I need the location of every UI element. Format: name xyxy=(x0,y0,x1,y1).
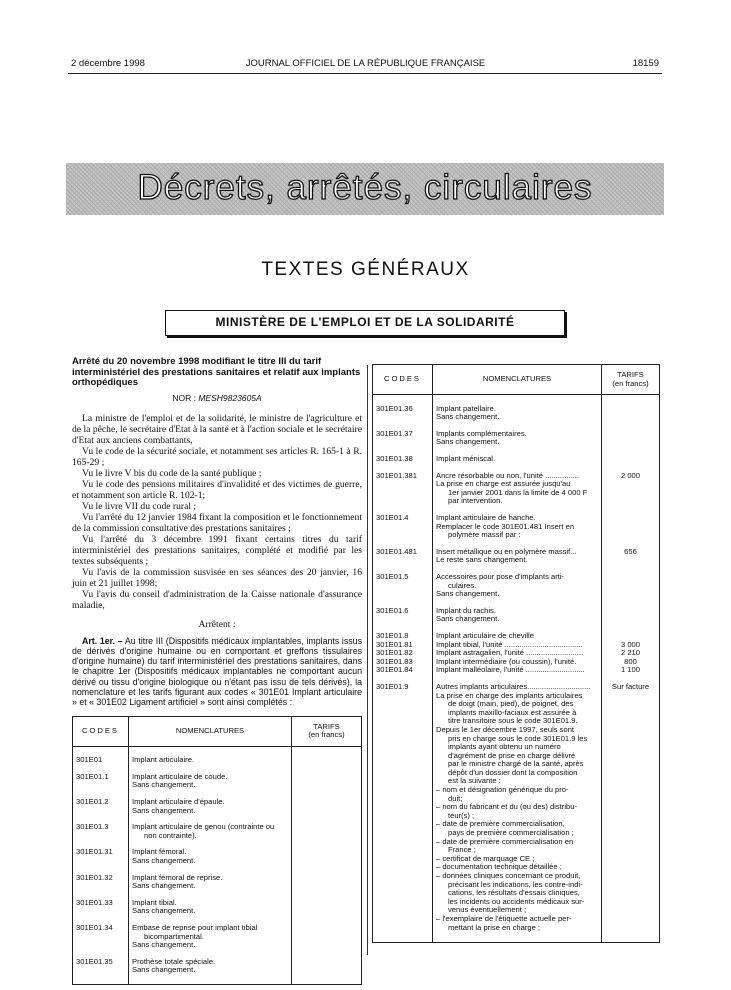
table-row xyxy=(73,798,362,815)
row-nomenclature xyxy=(129,756,292,765)
nor-label: NOR : xyxy=(172,392,196,403)
row-nomenclature xyxy=(129,773,292,790)
row-code: 301E01.4 xyxy=(373,514,433,540)
table-row xyxy=(73,924,362,950)
row-code: 301E01 xyxy=(73,756,129,765)
nomenclature-line: – l'exemplaire de l'étiquette actuelle per- xyxy=(436,913,572,923)
ministry-box: MINISTÈRE DE L'EMPLOI ET DE LA SOLIDARITÉ xyxy=(165,310,565,336)
row-tarif xyxy=(602,405,660,422)
nomenclature-line: teur(s) ; xyxy=(448,810,475,820)
nomenclature-line: La prise en charge est assurée jusqu'au xyxy=(436,479,571,489)
row-tarif xyxy=(292,798,362,815)
row-code: 301E01.32 xyxy=(73,874,129,891)
row-tarif xyxy=(292,899,362,916)
row-tarif xyxy=(292,874,362,891)
article-text: Au titre III (Dispositifs médicaux implantables, implants issus de dérivés d'origine humaine ou en comportant et greffons tissulaires d'origine humaine) du tarif interministériel des prestations sanitaires, dans le chapitre 1er (Dispositifs médicaux implantables ne comportant aucun dérivé ou tissu d'origine biologique ou n'étant pas issu de tels dérivés), la nomenclature et les tarifs figurant aux codes « 301E01 Implant articulaire » et « 301E02 Ligament artificiel » sont ainsi complétés : xyxy=(72,635,362,708)
nomenclature-line: implants ayant obtenu un numéro xyxy=(448,742,561,752)
nor-value: MESH9823605A xyxy=(198,392,262,403)
col-header-nomenclatures: NOMENCLATURES xyxy=(433,365,602,395)
nomenclature-line: France ; xyxy=(448,845,476,855)
nomenclature-line: – nom du fabricant et du (ou des) distribu- xyxy=(436,802,577,812)
decree-paragraph: Vu l'arrêté du 12 janvier 1984 fixant la composition et le fonctionnement de la commission consultative des prestations sanitaires ; xyxy=(72,511,362,534)
tariff-table-left xyxy=(72,716,362,986)
nomenclature-line: – données cliniques concernant ce produit, xyxy=(436,871,581,880)
row-nomenclature xyxy=(433,455,602,464)
row-code: 301E01.35 xyxy=(73,958,129,975)
row-code: 301E01.83 xyxy=(373,658,433,667)
row-nomenclature xyxy=(129,899,292,916)
table-row xyxy=(73,899,362,916)
col-header-codes: CODES xyxy=(373,365,433,395)
nomenclature-line: Sans changement. xyxy=(436,412,500,422)
nomenclature-line: Sans changement. xyxy=(132,805,196,815)
row-tarif xyxy=(602,573,660,599)
table-row xyxy=(73,958,362,975)
decree-paragraph: Vu l'avis du conseil d'administration de la Caisse nationale d'assurance maladie, xyxy=(72,588,362,611)
row-tarif xyxy=(292,823,362,840)
decree-paragraph: La ministre de l'emploi et de la solidarité, le ministre de l'agriculture et de la pêche, le secrétaire d'Etat à la santé et à l'action sociale et le secrétaire d'Etat aux anciens combattants, xyxy=(72,412,362,446)
table-row xyxy=(373,430,660,447)
col-header-nomenclatures: NOMENCLATURES xyxy=(129,716,292,746)
row-code: 301E01.381 xyxy=(373,472,433,506)
row-nomenclature xyxy=(129,798,292,815)
nomenclature-line: culaires. xyxy=(448,580,477,590)
table-row xyxy=(73,773,362,790)
row-nomenclature xyxy=(129,958,292,975)
table-row xyxy=(373,666,660,675)
nomenclature-line: Implant articulaire de coude. xyxy=(132,771,228,781)
nomenclature-line: dépôt d'un dossier dont la composition xyxy=(448,767,578,777)
nor-reference xyxy=(72,393,362,403)
nomenclature-line: Sans changement. xyxy=(132,906,196,916)
nomenclature-line: Implant du rachis. xyxy=(436,605,496,615)
row-code: 301E01.481 xyxy=(373,548,433,565)
header-journal-title: JOURNAL OFFICIEL DE LA RÉPUBLIQUE FRANÇAISE xyxy=(245,58,486,69)
row-code: 301E01.37 xyxy=(373,430,433,447)
nomenclature-line: Implant articulaire. xyxy=(132,755,195,765)
table-row xyxy=(373,472,660,506)
col-header-tarifs: TARIFS (en francs) xyxy=(292,716,362,746)
nomenclature-line: Implants complémentaires. xyxy=(436,428,527,438)
decree-title: Arrêté du 20 novembre 1998 modifiant le titre III du tarif interministériel des prestations sanitaires et relatif aux implants orthopédiques xyxy=(72,356,361,388)
row-nomenclature xyxy=(129,823,292,840)
nomenclature-line: venus éventuellement ; xyxy=(448,905,527,915)
nomenclature-line: Implant articulaire de genou (contrainte ou xyxy=(132,822,275,832)
nomenclature-line: – nom et désignation générique du pro- xyxy=(436,785,569,795)
nomenclature-line: Implant articulaire de cheville xyxy=(436,630,534,640)
section-banner xyxy=(66,163,664,215)
nomenclature-line: implants maxillo-faciaux est assurée à xyxy=(448,707,577,717)
nomenclature-line: Implant articulaire d'épaule. xyxy=(132,797,225,807)
row-code: 301E01.3 xyxy=(73,823,129,840)
row-tarif: 2 210 xyxy=(602,649,660,658)
nomenclature-line: – date de première commercialisation, xyxy=(436,819,565,829)
row-nomenclature xyxy=(433,430,602,447)
decree-paragraph: Vu le code de la sécurité sociale, et notamment ses articles R. 165-1 à R. 165-29 ; xyxy=(72,445,362,468)
row-nomenclature xyxy=(433,472,602,506)
nomenclature-line: mettant la prise en charge ; xyxy=(448,922,541,932)
decree-paragraph: Vu l'arrêté du 3 décembre 1991 fixant certains titres du tarif interministériel des prestations sanitaires, complété et modifié par les textes subséquents ; xyxy=(72,533,362,567)
arretent: Arrêtent : xyxy=(198,618,236,630)
row-code: 301E01.8 xyxy=(373,632,433,641)
nomenclature-line: Implant fémoral de reprise. xyxy=(132,872,223,882)
row-code: 301E01.81 xyxy=(373,641,433,650)
row-code: 301E01.5 xyxy=(373,573,433,599)
tariff-table-right xyxy=(372,364,660,943)
nomenclature-line: Sans changement. xyxy=(132,881,196,891)
decree-body xyxy=(72,413,362,611)
decree-paragraph: Vu le code des pensions militaires d'invalidité et des victimes de guerre, et notamment son article R. 102-1; xyxy=(72,478,362,501)
nomenclature-line: Implant patellaire. xyxy=(436,403,496,413)
nomenclature-line: Prothèse totale spéciale. xyxy=(132,956,216,966)
column-divider xyxy=(367,365,368,955)
nomenclature-line: Sans changement. xyxy=(132,780,196,790)
nomenclature-line: par intervention. xyxy=(448,496,503,506)
row-nomenclature xyxy=(433,405,602,422)
table-row xyxy=(373,683,660,932)
table-row xyxy=(373,548,660,565)
row-tarif xyxy=(292,958,362,975)
nomenclature-line: Implant malléolaire, l'unité ............................ xyxy=(436,665,585,675)
row-code: 301E01.82 xyxy=(373,649,433,658)
table-row xyxy=(73,756,362,765)
right-column xyxy=(372,364,660,943)
row-tarif: 656 xyxy=(602,548,660,565)
nomenclature-line: Sans changement. xyxy=(132,940,196,950)
nomenclature-line: Implant fémoral. xyxy=(132,847,187,857)
row-tarif xyxy=(292,924,362,950)
nomenclature-line: pays de première commercialisation ; xyxy=(448,828,574,838)
table-row xyxy=(373,455,660,464)
nomenclature-line: précisant les indications, les contre-indi- xyxy=(448,879,583,889)
row-tarif: 3 000 xyxy=(602,641,660,650)
row-code: 301E01.6 xyxy=(373,607,433,624)
row-tarif xyxy=(292,756,362,765)
nomenclature-line: cations, les résultats d'essais cliniques, xyxy=(448,888,580,898)
row-nomenclature xyxy=(129,848,292,865)
row-tarif xyxy=(292,773,362,790)
row-nomenclature xyxy=(433,573,602,599)
nomenclature-line: Remplacer le code 301E01.481 Insert en xyxy=(436,521,575,531)
nomenclature-line: – certificat de marquage CE ; xyxy=(436,853,535,863)
row-tarif xyxy=(602,607,660,624)
row-code: 301E01.1 xyxy=(73,773,129,790)
header-rule xyxy=(68,73,662,74)
nomenclature-line: Implant articulaire de hanche. xyxy=(436,513,536,523)
nomenclature-line: La prise en charge des implants articulaires xyxy=(436,690,583,700)
nomenclature-line: polymère massif par : xyxy=(448,530,521,540)
nomenclature-line: Implant astragalien, l'unité ........................... xyxy=(436,648,584,658)
table-row xyxy=(73,874,362,891)
left-column xyxy=(72,357,362,985)
row-tarif xyxy=(292,848,362,865)
nomenclature-line: Implant tibial, l'unité ..................................... xyxy=(436,639,583,649)
nomenclature-line: duit; xyxy=(448,793,463,803)
nomenclature-line: Insert métallique ou en polymère massif... xyxy=(436,546,577,556)
nomenclature-line: Sans changement. xyxy=(436,589,500,599)
nomenclature-line: Sans changement. xyxy=(132,965,196,975)
col-header-codes: CODES xyxy=(73,716,129,746)
nomenclature-line: est la suivante : xyxy=(448,776,501,786)
table-row xyxy=(373,607,660,624)
article-1 xyxy=(72,636,362,708)
row-code: 301E01.38 xyxy=(373,455,433,464)
nomenclature-line: Implant intermédiaire (ou coussin), l'unité. xyxy=(436,656,577,666)
row-code: 301E01.2 xyxy=(73,798,129,815)
nomenclature-line: non contrainte). xyxy=(144,830,197,840)
decree-paragraph: Vu le livre VII du code rural ; xyxy=(82,500,197,512)
row-code: 301E01.31 xyxy=(73,848,129,865)
nomenclature-line: – documentation technique détaillée ; xyxy=(436,862,562,872)
row-tarif: Sur facture xyxy=(602,683,660,932)
article-label: Art. 1er. – xyxy=(82,635,123,646)
decree-paragraph: Vu le livre V bis du code de la santé publique ; xyxy=(82,467,262,479)
table-row xyxy=(373,514,660,540)
nomenclature-line: Sans changement. xyxy=(132,856,196,866)
section-title: TEXTES GÉNÉRAUX xyxy=(261,259,470,280)
row-code: 301E01.34 xyxy=(73,924,129,950)
nomenclature-line: bicompartimental. xyxy=(144,931,204,941)
table-row xyxy=(73,848,362,865)
col-header-tarifs: TARIFS (en francs) xyxy=(602,365,660,395)
row-code: 301E01.36 xyxy=(373,405,433,422)
nomenclature-line: 1er janvier 2001 dans la limite de 4 000 F xyxy=(448,487,588,497)
nomenclature-line: Le reste sans changement. xyxy=(436,555,528,565)
nomenclature-line: par le ministre chargé de la santé, après xyxy=(448,759,584,769)
row-code: 301E01.84 xyxy=(373,666,433,675)
table-row xyxy=(373,573,660,599)
row-tarif xyxy=(602,430,660,447)
row-tarif: 2 000 xyxy=(602,472,660,506)
row-tarif xyxy=(602,514,660,540)
row-nomenclature xyxy=(433,666,602,675)
header-date: 2 décembre 1998 xyxy=(71,58,145,69)
row-nomenclature xyxy=(433,548,602,565)
header-page-number: 18159 xyxy=(632,58,659,69)
row-code: 301E01.9 xyxy=(373,683,433,932)
row-nomenclature xyxy=(129,874,292,891)
row-nomenclature xyxy=(433,514,602,540)
row-tarif: 1 100 xyxy=(602,666,660,675)
nomenclature-line: Sans changement. xyxy=(436,437,500,447)
nomenclature-line: Sans changement. xyxy=(436,614,500,624)
table-row xyxy=(73,823,362,840)
banner-title: Décrets, arrêtés, circulaires xyxy=(137,168,593,207)
nomenclature-line: pris en charge sous le code 301E01.9 les xyxy=(448,733,588,743)
nomenclature-line: – date de première commercialisation en xyxy=(436,836,574,846)
row-tarif xyxy=(602,455,660,464)
nomenclature-line: titre transitoire sous le code 301E01.9. xyxy=(448,716,578,726)
row-nomenclature xyxy=(129,924,292,950)
row-code: 301E01.33 xyxy=(73,899,129,916)
nomenclature-line: d'agrément de prise en charge délivré xyxy=(448,750,576,760)
nomenclature-line: Autres implants articulaires.............................. xyxy=(436,681,591,691)
nomenclature-line: de doigt (main, pied), de poignet, des xyxy=(448,699,574,709)
decree-paragraph: Vu l'avis de la commission susvisée en ses séances des 20 janvier, 16 juin et 21 juillet 1998; xyxy=(72,566,362,589)
nomenclature-line: Embase de reprise pour implant tibial xyxy=(132,922,258,932)
table-row xyxy=(373,405,660,422)
nomenclature-line: Accessoires pour pose d'implants arti- xyxy=(436,572,565,581)
row-tarif: 800 xyxy=(602,658,660,667)
nomenclature-line: Depuis le 1er décembre 1997, seuls sont xyxy=(436,724,575,734)
row-nomenclature xyxy=(433,683,602,932)
row-nomenclature xyxy=(433,607,602,624)
nomenclature-line: Ancre résorbable ou non, l'unité ................ xyxy=(436,470,579,480)
nomenclature-line: Implant tibial. xyxy=(132,897,177,907)
nomenclature-line: Implant méniscal. xyxy=(436,454,496,464)
nomenclature-line: les incidents ou accidents médicaux sur- xyxy=(448,896,585,906)
